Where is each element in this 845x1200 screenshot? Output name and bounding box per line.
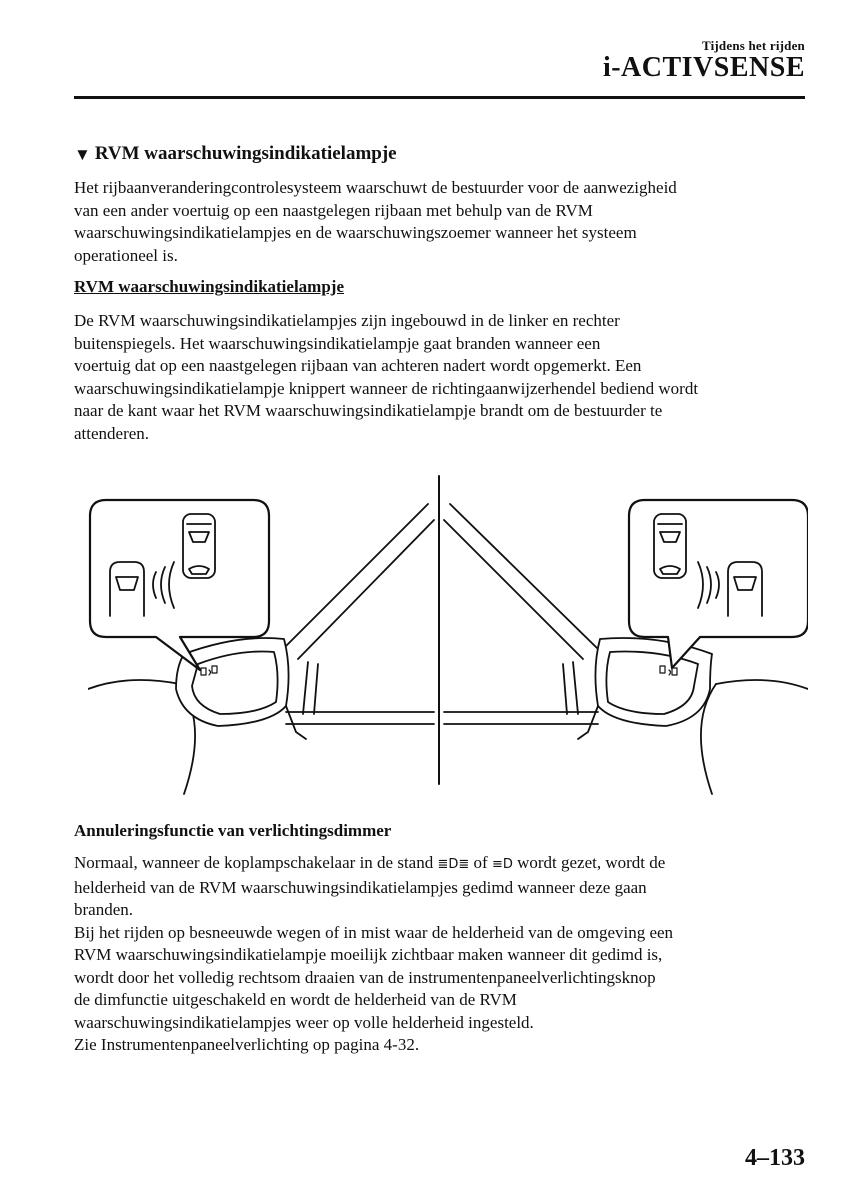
cross-reference-line: Zie Instrumentenpaneelverlichting op pagina 4-32. bbox=[74, 1035, 420, 1054]
parking-lights-icon: ≣D≣ bbox=[437, 857, 470, 872]
section-title bbox=[74, 143, 397, 165]
subheading-dimmer: Annuleringsfunctie van verlichtingsdimmer bbox=[74, 821, 392, 840]
indicator-paragraph bbox=[74, 310, 774, 445]
indicator-line: waarschuwingsindikatielampje knippert wanneer de richtingaanwijzerhendel bediend wordt bbox=[74, 378, 699, 398]
triangle-marker-icon: ▼ bbox=[74, 144, 91, 164]
intro-line: van een ander voertuig op een naastgelegen rijbaan met behulp van de RVM bbox=[74, 200, 593, 220]
dimmer-line: wordt door het volledig rechtsom draaien van de instrumentenpaneelverlichtingsknop bbox=[74, 967, 656, 987]
section-title-text: RVM waarschuwingsindikatielampje bbox=[94, 143, 397, 164]
dimmer-line-end: wordt gezet, wordt de bbox=[512, 853, 666, 872]
dimmer-line: helderheid van de RVM waarschuwingsindikatielampjes gedimd wanneer deze gaan bbox=[74, 877, 647, 897]
dimmer-paragraph bbox=[74, 852, 774, 1057]
dimmer-line: Bij het rijden op besneeuwde wegen of in mist waar de helderheid van de omgeving een bbox=[74, 922, 674, 942]
running-header-chapter: i-ACTIVSENSE bbox=[602, 52, 805, 83]
indicator-line: buitenspiegels. Het waarschuwingsindikatielampje gaat branden wanneer een bbox=[74, 333, 601, 353]
header-rule bbox=[74, 96, 805, 99]
indicator-line: De RVM waarschuwingsindikatielampjes zijn ingebouwd in de linker en rechter bbox=[74, 311, 620, 330]
dimmer-line: branden. bbox=[74, 900, 134, 919]
indicator-line: naar de kant waar het RVM waarschuwingsindikatielampje brandt om de bestuurder te bbox=[74, 401, 663, 420]
mirror-indicator-illustration bbox=[88, 474, 808, 804]
indicator-line: voertuig dat op een naastgelegen rijbaan van achteren nadert wordt opgemerkt. Een bbox=[74, 356, 642, 375]
intro-line: Het rijbaanveranderingcontrolesysteem waarschuwt de bestuurder voor de aanwezigheid bbox=[74, 178, 677, 197]
indicator-line: attenderen. bbox=[74, 423, 150, 443]
page-number: 4–133 bbox=[745, 1145, 805, 1171]
intro-line: operationeel is. bbox=[74, 245, 178, 265]
dimmer-line: RVM waarschuwingsindikatielampje moeilijk zichtbaar maken wanneer dit gedimd is, bbox=[74, 945, 663, 964]
running-header-section: Tijdens het rijden bbox=[701, 38, 805, 53]
dimmer-line-mid: of bbox=[469, 853, 492, 872]
headlights-icon: ≡D bbox=[491, 857, 513, 872]
subheading-indicator: RVM waarschuwingsindikatielampje bbox=[74, 277, 344, 296]
dimmer-line: waarschuwingsindikatielampjes weer op volle helderheid ingesteld. bbox=[74, 1012, 534, 1032]
intro-line: waarschuwingsindikatielampjes en de waarschuwingszoemer wanneer het systeem bbox=[74, 223, 637, 242]
dimmer-line: de dimfunctie uitgeschakeld en wordt de helderheid van de RVM bbox=[74, 990, 517, 1009]
intro-paragraph bbox=[74, 177, 774, 267]
dimmer-line-start: Normaal, wanneer de koplampschakelaar in de stand bbox=[74, 853, 438, 872]
